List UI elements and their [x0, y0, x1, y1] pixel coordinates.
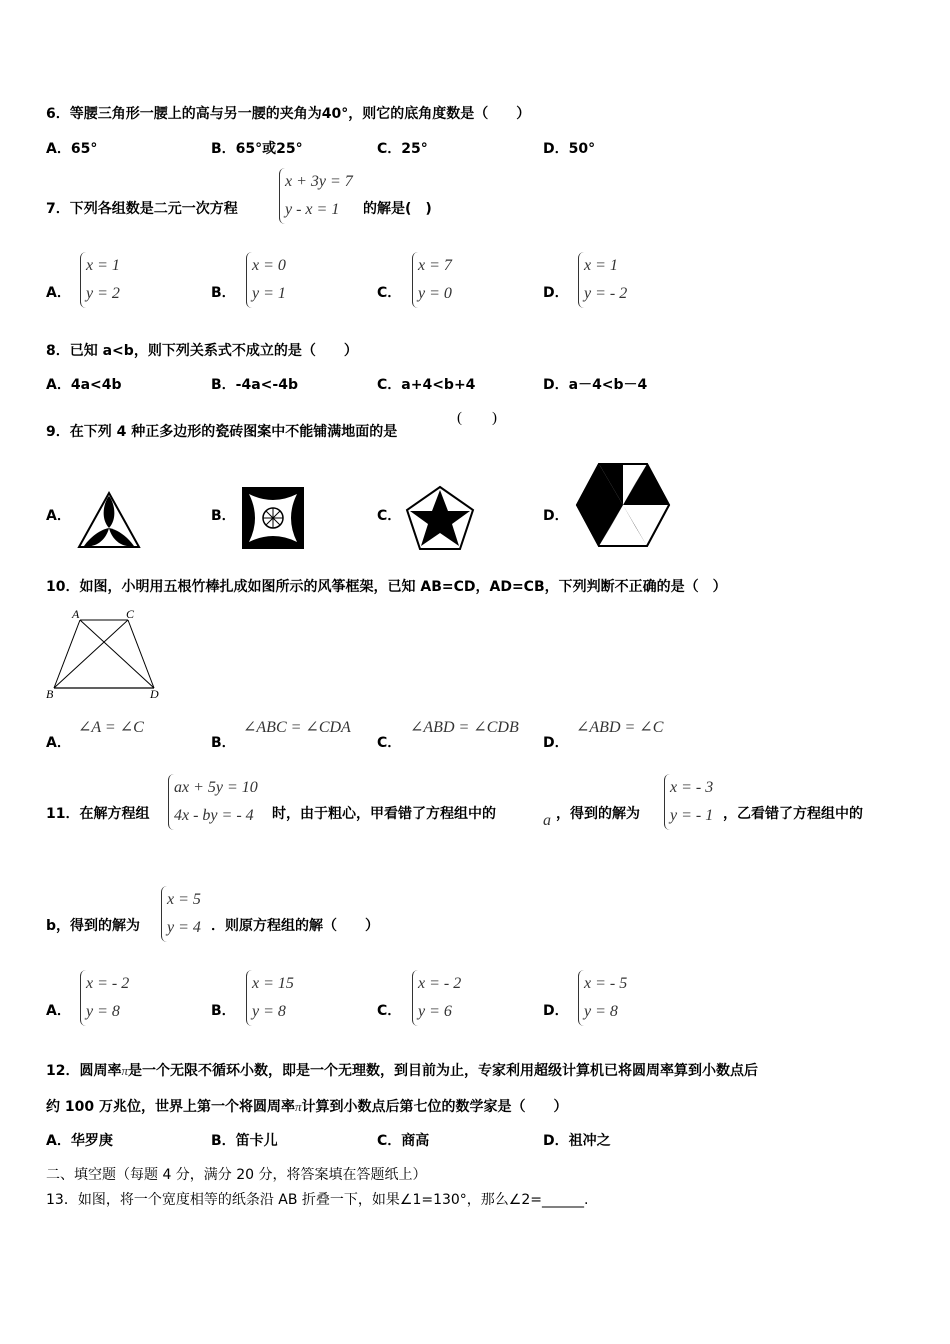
- q7-eq-1: x + 3y = 7: [285, 173, 353, 190]
- q8-option-a: A．4a<4b: [46, 377, 122, 393]
- section-2-title: 二、填空题（每题 4 分，满分 20 分，将答案填在答题纸上）: [46, 1167, 427, 1183]
- q7-eq-2: y - x = 1: [285, 201, 340, 218]
- q12-line-1-a: 12．圆周率: [46, 1063, 122, 1079]
- q7-equation-system: [279, 168, 353, 224]
- q9-label-a: A．: [46, 508, 71, 524]
- q7-option-b-y: y = 1: [252, 285, 286, 302]
- q10-label-d: D．: [543, 735, 569, 751]
- q12-line-1: [46, 1060, 758, 1080]
- q8-stem: 8．已知 a<b，则下列关系式不成立的是（ ）: [46, 343, 358, 359]
- q11-label-c: C．: [377, 1003, 402, 1019]
- q11-option-a: [80, 970, 129, 1026]
- q12-option-b: B．笛卡儿: [211, 1133, 278, 1149]
- q10-label-point-a: A: [72, 607, 80, 621]
- q10-label-b: B．: [211, 735, 236, 751]
- q7-option-d-y: y = - 2: [584, 285, 628, 302]
- q8-option-b: B．-4a<-4b: [211, 377, 298, 393]
- q11-option-b-y: y = 8: [252, 1003, 286, 1020]
- q12-pi-2: π: [294, 1099, 302, 1114]
- q11-option-a-y: y = 8: [86, 1003, 120, 1020]
- q11-solution-b: [161, 886, 201, 942]
- q12-line-2: [46, 1096, 568, 1116]
- q7-label-b: B．: [211, 285, 236, 301]
- q6-option-c: C．25°: [377, 141, 428, 157]
- q9-label-b: B．: [211, 508, 236, 524]
- q6-option-d: D．50°: [543, 141, 596, 157]
- q10-label-c: C．: [377, 735, 402, 751]
- q11-sol-a-y: y = - 1: [670, 807, 714, 824]
- q7-label-c: C．: [377, 285, 402, 301]
- q12-line-2-b: 计算到小数点后第七位的数学家是（ ）: [301, 1099, 568, 1115]
- q8-option-c: C．a+4<b+4: [377, 377, 476, 393]
- q12-option-d: D．祖冲之: [543, 1133, 611, 1149]
- q10-option-c: ∠ABD = ∠CDB: [410, 719, 519, 736]
- q9-triangle-tile: [76, 490, 142, 550]
- q7-option-b-x: x = 0: [252, 257, 286, 274]
- q11-label-a: A．: [46, 1003, 71, 1019]
- q9-pentagon-tile: [404, 484, 476, 552]
- q11-stem-3: ，得到的解为: [556, 806, 640, 822]
- q7-option-d-x: x = 1: [584, 257, 618, 274]
- q7-label-a: A．: [46, 285, 71, 301]
- q11-stem-4: ，乙看错了方程组中的: [723, 806, 863, 822]
- q11-label-b: B．: [211, 1003, 236, 1019]
- q7-option-b: [246, 252, 286, 308]
- q11-equation-system: [168, 774, 258, 830]
- q10-stem: 10．如图，小明用五根竹棒扎成如图所示的风筝框架，已知 AB=CD，AD=CB，下列判断不正确的是（ ）: [46, 579, 727, 595]
- q11-solution-a: [664, 774, 713, 830]
- q9-hexagon-tile: [575, 462, 671, 548]
- q7-stem-prefix: 7．下列各组数是二元一次方程: [46, 201, 238, 217]
- q7-label-d: D．: [543, 285, 569, 301]
- q10-label-point-b: B: [46, 687, 54, 700]
- q10-option-b: ∠ABC = ∠CDA: [243, 719, 351, 736]
- q9-square-tile: [241, 486, 305, 550]
- q12-line-1-b: 是一个无限不循环小数，即是一个无理数，到目前为止，专家利用超级计算机已将圆周率算到小数点后: [128, 1063, 758, 1079]
- q7-option-a-x: x = 1: [86, 257, 120, 274]
- q12-option-c: C．商高: [377, 1133, 430, 1149]
- q12-option-a: A．华罗庚: [46, 1133, 113, 1149]
- q7-option-a: [80, 252, 120, 308]
- q10-option-a: ∠A = ∠C: [78, 719, 144, 736]
- q9-label-d: D．: [543, 508, 569, 524]
- q10-label-point-c: C: [126, 607, 135, 621]
- q11-option-b: [246, 970, 294, 1026]
- q7-option-c-x: x = 7: [418, 257, 452, 274]
- q6-option-a: A．65°: [46, 141, 98, 157]
- q11-sol-a-x: x = - 3: [670, 779, 714, 796]
- q11-option-b-x: x = 15: [252, 975, 294, 992]
- q10-label-point-d: D: [150, 687, 159, 700]
- q10-label-a: A．: [46, 735, 71, 751]
- q11-option-c: [412, 970, 461, 1026]
- q11-option-d: [578, 970, 627, 1026]
- q11-eq-2: 4x - by = - 4: [174, 807, 254, 824]
- q11-sol-b-x: x = 5: [167, 891, 201, 908]
- q11-option-a-x: x = - 2: [86, 975, 130, 992]
- q11-label-d: D．: [543, 1003, 569, 1019]
- q6-option-b: B．65°或25°: [211, 141, 303, 157]
- q10-kite-figure: [44, 606, 168, 700]
- q11-option-c-x: x = - 2: [418, 975, 462, 992]
- q11-stem-6: ．则原方程组的解（ ）: [211, 918, 379, 934]
- q7-stem-suffix: 的解是( ): [363, 201, 432, 217]
- q12-line-2-a: 约 100 万兆位，世界上第一个将圆周率: [46, 1099, 295, 1115]
- q9-paren: ( ): [457, 410, 497, 426]
- q12-pi-1: π: [121, 1063, 128, 1078]
- q8-option-d: D．a－4<b－4: [543, 377, 648, 393]
- q11-stem-5: b，得到的解为: [46, 918, 141, 934]
- q11-option-d-y: y = 8: [584, 1003, 618, 1020]
- q11-sol-b-y: y = 4: [167, 919, 201, 936]
- q11-var-a: a: [543, 812, 551, 829]
- q11-option-d-x: x = - 5: [584, 975, 628, 992]
- q13-stem: 13．如图，将一个宽度相等的纸条沿 AB 折叠一下，如果∠1=130°，那么∠2=______.: [46, 1192, 589, 1208]
- q9-stem: 9．在下列 4 种正多边形的瓷砖图案中不能铺满地面的是: [46, 424, 398, 440]
- q9-label-c: C．: [377, 508, 402, 524]
- q7-option-a-y: y = 2: [86, 285, 120, 302]
- q7-option-d: [578, 252, 627, 308]
- q7-option-c: [412, 252, 452, 308]
- q11-option-c-y: y = 6: [418, 1003, 452, 1020]
- q10-option-d: ∠ABD = ∠C: [576, 719, 664, 736]
- q11-stem-2: 时，由于粗心，甲看错了方程组中的: [272, 806, 496, 822]
- q6-stem: 6．等腰三角形一腰上的高与另一腰的夹角为40°，则它的底角度数是（ ）: [46, 106, 531, 122]
- q7-option-c-y: y = 0: [418, 285, 452, 302]
- q11-stem-1: 11．在解方程组: [46, 806, 150, 822]
- q11-eq-1: ax + 5y = 10: [174, 779, 258, 796]
